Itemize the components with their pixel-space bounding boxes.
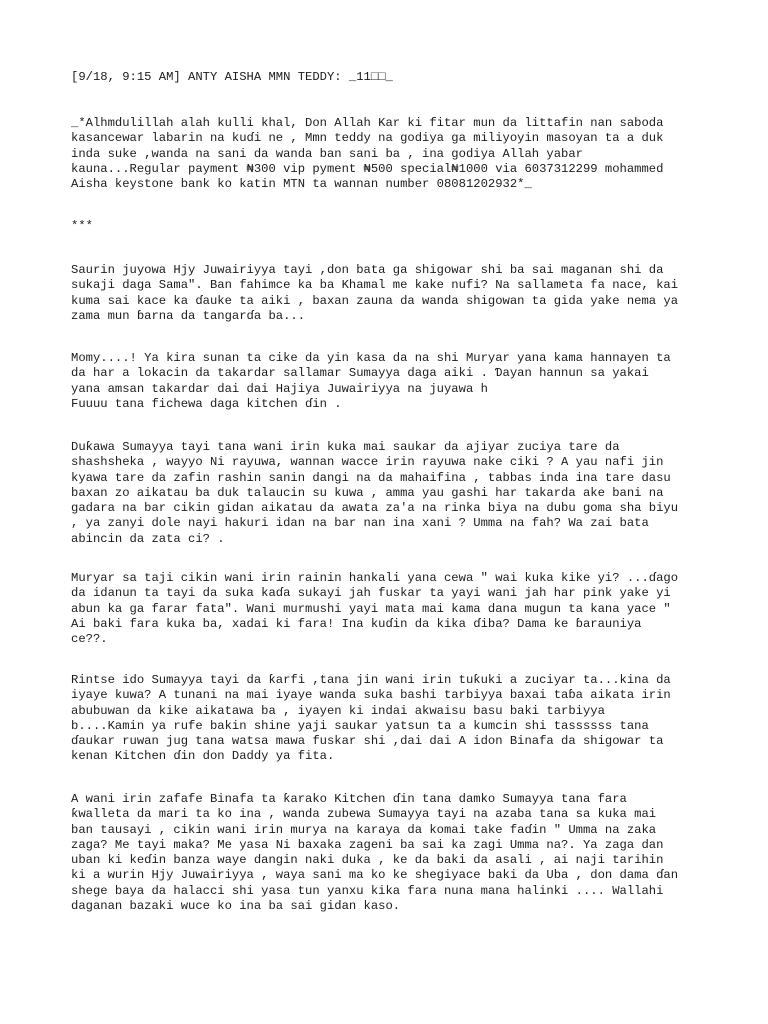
story-paragraph: Muryar sa taji cikin wani irin rainin hankali yana cewa " wai kuka kike yi? ...ɗago da idanun ta tayi da suka kaɗa sukayi jah fuskar ta yayi wani jah har pink yake yi abun ka ga farar fata". Wani murmushi yayi mata mai kama dana mugun ta kana yace " Ai baki fara kuka ba, xadai ki fara! Ina kuɗin da kika ɗiba? Dama ke ɓarauniya ce??. (71, 571, 679, 647)
story-paragraph: Duƙawa Sumayya tayi tana wani irin kuka mai saukar da ajiyar zuciya tare da shashsheka , wayyo Ni rayuwa, wannan wacce irin rayuwa nake ciki ? A yau nafi jin kyawa tare da zafin rashin sanin dangi na da mahaifina , tabbas inda ina tare dasu baxan zo aikatau ba duk talaucin su kuwa , amma yau gashi har takarda ake bani na gadara na bar cikin gidan aikatau da awata za'a na rinka biya na dubu goma sha biyu , ya zanyi dole nayi hakuri idan na bar nan ina xani ? Umma na fah? Wa zai bata abincin da zata ci? . (71, 440, 679, 546)
story-paragraph: Momy....! Ya kira sunan ta cike da yin kasa da na shi Muryar yana kama hannayen ta da har a lokacin da takardar sallamar Sumayya daga aiki . Ɗayan hannun sa yakai yana amsan takardar dai dai Hajiya Juwairiyya na juyawa h Fuuuu tana fichewa daga kitchen ɗin . (71, 351, 671, 411)
intro-paragraph: _*Alhmdulillah alah kulli khal, Don Allah Kar ki fitar mun da littafin nan saboda kasancewar labarin na kuɗi ne , Mmn teddy na godiya ga miliyoyin masoyan ta a duk inda suke ,wanda na sani da wanda ban sani ba , ina godiya Allah yabar kauna...Regular payment ₦300 vip pyment ₦500 special₦1000 via 6037312299 mohammed Aisha keystone bank ko katin MTN ta wannan number 08081202932*_ (71, 116, 664, 192)
section-separator: *** (71, 219, 93, 233)
story-paragraph: Saurin juyowa Hjy Juwairiyya tayi ,don bata ga shigowar shi ba sai maganan shi da sukaji daga Sama". Ban fahimce ka ba Khamal me kake nufi? Na sallameta fa nace, kai kuma sai kace ka ɗauke ta aiki , baxan zauna da wanda shigowan ta gida yake nema ya zama mun ɓarna da tangarɗa ba... (71, 263, 679, 323)
message-header: [9/18, 9:15 AM] ANTY AISHA MMN TEDDY: _11□□_ (71, 70, 393, 84)
story-paragraph: Rintse ido Sumayya tayi da ƙarfi ,tana jin wani irin tuƙuki a zuciyar ta...kina da iyaye kuwa? A tunani na mai iyaye wanda suka bashi tarbiyya baxai taɓa aikata irin abubuwan da kike aikatawa ba , iyayen ki indai akwaisu basu baki tarbiyya b....Kamin ya rufe bakin shine yaji saukar yatsun ta a kumcin shi tassssss tana ɗaukar ruwan jug tana watsa mawa fuskar shi ,dai dai A idon Binafa da shigowar ta kenan Kitchen ɗin don Daddy ya fita. (71, 673, 671, 764)
story-paragraph: A wani irin zafafe Binafa ta ƙarako Kitchen ɗin tana damko Sumayya tana fara ƙwalleta da mari ta ko ina , wanda zubewa Sumayya tayi na azaba tana sa kuka mai ban tausayi , cikin wani irin murya na karaya da komai take faɗin " Umma na zaka zaga? Me tayi maka? Me yasa Ni baxaka zageni ba sai ka zagi Umma na?. Ya zaga dan uban ki keɗin banza waye dangin naki duka , ke da baki da asali , ai naji tarihin ki a wurin Hjy Juwairiyya , waya sani ma ko ke shegiyace baki da Uba , don dama ɗan shege baya da halacci shi yasa tun yanxu kika fara nuna mana halinki .... Wallahi daganan bazaki wuce ko ina ba sai gidan kaso. (71, 792, 679, 914)
